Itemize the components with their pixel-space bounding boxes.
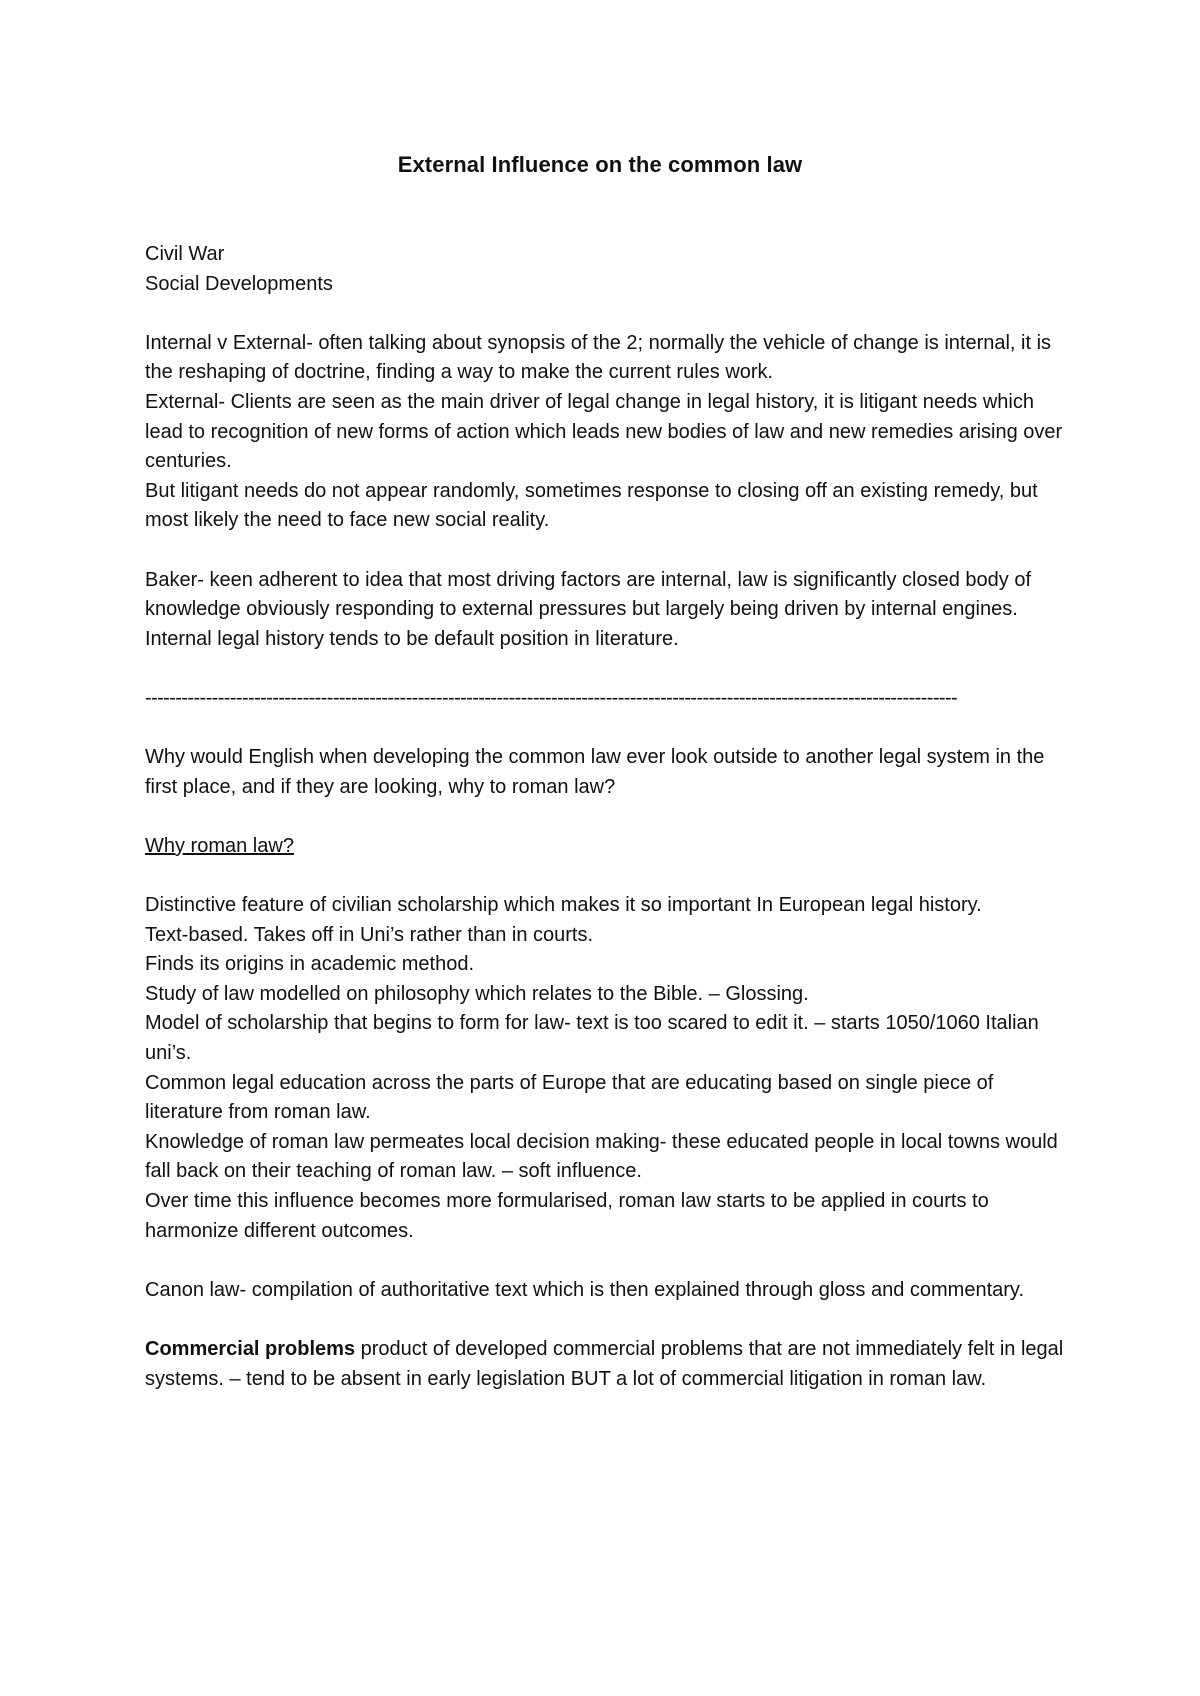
question-paragraph: Why would English when developing the common law ever look outside to another legal system in the first place, and if they are looking, why to roman law?: [145, 746, 1045, 798]
commercial-problems-text: product of developed commercial problems that are not immediately felt in legal systems. – tend to be absent in early legislation BUT a lot of commercial litigation in roman law.: [145, 1337, 1064, 1390]
intro-line-litigant-needs: But litigant needs do not appear randomly, sometimes response to closing off an existing remedy, but most likely the need to face new social reality.: [145, 479, 1038, 532]
roman-point-8: Over time this influence becomes more formularised, roman law starts to be applied in courts to harmonize different outcomes.: [145, 1190, 989, 1242]
spacer: [145, 1246, 1065, 1276]
baker-line: Baker- keen adherent to idea that most driving factors are internal, law is significantly closed body of knowledge obviously responding to external pressures but largely being driven by internal engines.: [145, 568, 1032, 621]
roman-point-1: Distinctive feature of civilian scholarship which makes it so important In European legal history.: [145, 894, 982, 917]
topic-social-developments: Social Developments: [145, 272, 333, 295]
spacer: [145, 714, 1065, 744]
spacer: [145, 1305, 1065, 1335]
spacer: [145, 802, 1065, 832]
roman-point-7: Knowledge of roman law permeates local decision making- these educated people in local towns would fall back on their teaching of roman law. – soft influence.: [145, 1130, 1058, 1183]
roman-law-heading: Why roman law?: [145, 834, 294, 857]
roman-point-5: Model of scholarship that begins to form for law- text is too scared to edit it. – starts 1050/1060 Italian uni’s.: [145, 1012, 1039, 1065]
spacer: [145, 861, 1065, 891]
intro-line-external-clients: External- Clients are seen as the main driver of legal change in legal history, it is litigant needs which lead to recognition of new forms of action which leads new bodies of law and new remedies arising over centuries.: [145, 390, 1063, 473]
spacer: [145, 299, 1065, 329]
intro-line-internal-external: Internal v External- often talking about synopsis of the 2; normally the vehicle of change is internal, it is the reshaping of doctrine, finding a way to make the current rules work.: [145, 331, 1052, 384]
document-title: External Influence on the common law: [397, 152, 803, 177]
roman-point-3: Finds its origins in academic method.: [145, 953, 475, 976]
canon-law-paragraph: Canon law- compilation of authoritative text which is then explained through gloss and commentary.: [145, 1278, 1024, 1301]
spacer: [145, 536, 1065, 566]
roman-point-6: Common legal education across the parts of Europe that are educating based on single piece of literature from roman law.: [145, 1071, 994, 1124]
roman-point-2: Text-based. Takes off in Uni’s rather than in courts.: [145, 923, 594, 946]
commercial-paragraph: [145, 1335, 1065, 1394]
commercial-problems-lead: Commercial problems: [145, 1337, 356, 1360]
topic-civil-war: Civil War: [145, 243, 225, 265]
dashed-divider: --------------------------------------------------------------------------------------------------------------------------------------: [145, 686, 958, 709]
internal-legal-history-line: Internal legal history tends to be default position in literature.: [145, 627, 679, 650]
roman-point-4: Study of law modelled on philosophy which relates to the Bible. – Glossing.: [145, 982, 809, 1005]
spacer: [145, 654, 1065, 684]
document-body: [145, 240, 1065, 1394]
